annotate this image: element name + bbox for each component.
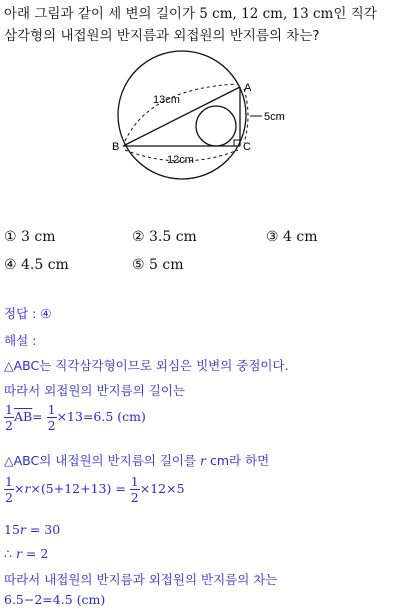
choice-3[interactable]: ③ 4 cm <box>266 229 318 245</box>
equation-area: $\frac{1}{2}$ ×r×(5+12+13) = $\frac{1}{2}$ ×12×5 <box>5 474 185 505</box>
hyp-dimension-arc <box>125 84 238 141</box>
incircle <box>196 106 236 146</box>
equation-step-4: ∴ r = 2 <box>4 546 49 561</box>
fraction-half: $\frac{1}{2}$ <box>5 474 13 505</box>
explanation-label: 해설 : <box>4 333 37 348</box>
question-line-2: 삼각형의 내접원의 반지름과 외접원의 반지름의 차는? <box>4 28 320 44</box>
fraction-half: $\frac{1}{2}$ <box>5 402 13 433</box>
solution-step-2: 따라서 외접원의 반지름의 길이는 <box>4 383 185 398</box>
vertex-c-label: C <box>243 141 251 153</box>
answer-line: 정답 : ④ <box>4 306 52 321</box>
equation-circumradius: $\frac{1}{2}$ $\overline{AB}=$ $\frac{1}{2}$ ×13=6.5 (cm) <box>5 402 146 433</box>
side-ab <box>123 87 240 146</box>
final-equation: 6.5−2=4.5 (cm) <box>4 592 106 607</box>
solution-step-4: 따라서 내접원의 반지름과 외접원의 반지름의 차는 <box>4 572 278 587</box>
side-length-label: 5cm <box>264 111 285 123</box>
choice-1[interactable]: ① 3 cm <box>4 229 56 245</box>
equation-step-3: 15r = 30 <box>4 522 61 537</box>
triangle-circle-figure <box>0 0 400 225</box>
question-line-1: 아래 그림과 같이 세 변의 길이가 5 cm, 12 cm, 13 cm인 직각 <box>4 6 377 22</box>
choice-5[interactable]: ⑤ 5 cm <box>132 257 184 273</box>
fraction-half: $\frac{1}{2}$ <box>130 474 139 505</box>
choice-2[interactable]: ② 3.5 cm <box>132 229 197 245</box>
segment-ab: $\overline{AB}$ <box>13 409 33 424</box>
base-length-label: 12cm <box>167 154 194 166</box>
solution-step-3: △ABC의 내접원의 반지름의 길이를 r cm라 하면 <box>4 453 270 468</box>
fraction-half: $\frac{1}{2}$ <box>47 402 56 433</box>
hyp-length-label: 13cm <box>153 94 180 106</box>
choice-4[interactable]: ④ 4.5 cm <box>4 257 69 273</box>
vertex-b-label: B <box>112 141 120 153</box>
vertex-a-label: A <box>244 82 252 94</box>
solution-step-1: △ABC는 직각삼각형이므로 외심은 빗변의 중점이다. <box>4 358 289 373</box>
